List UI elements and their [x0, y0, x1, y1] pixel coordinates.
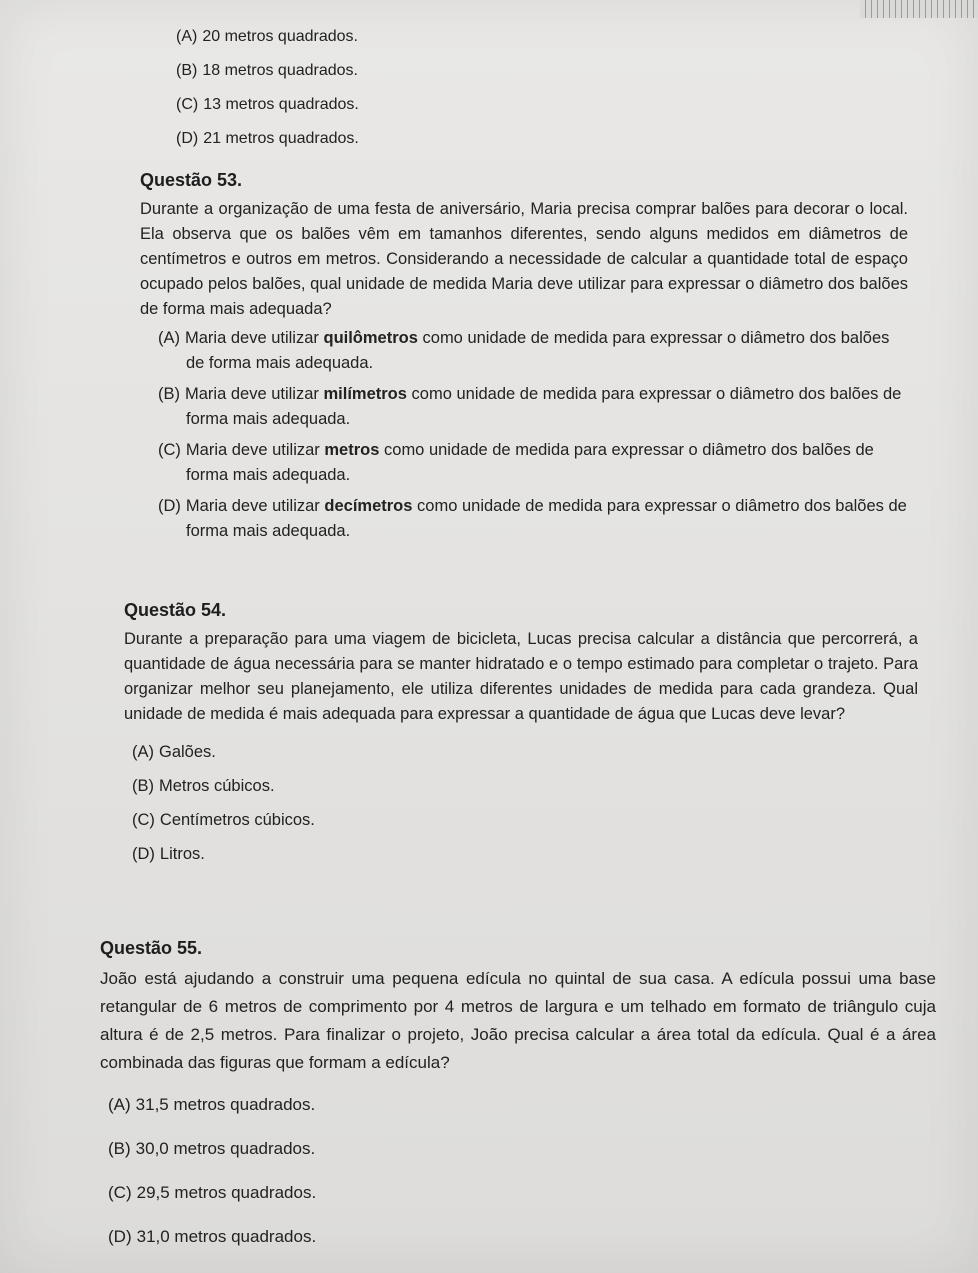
option-b: [108, 1127, 936, 1171]
question-title: Questão 55.: [100, 938, 203, 958]
option-letter: (D): [158, 497, 181, 515]
option-letter: (D): [132, 845, 155, 863]
option-a: [176, 20, 476, 54]
option-text: Metros cúbicos.: [159, 777, 275, 795]
option-letter: (B): [108, 1139, 131, 1158]
option-c: [108, 1171, 936, 1215]
question-stem: Durante a organização de uma festa de aniversário, Maria precisa comprar balões para decorar o local. Ela observa que os balões vêm em tamanhos diferentes, sendo alguns medidos em diâmetros de centímetros e outros em metros. Considerando a necessidade de calcular a quantidade total de espaço ocupado pelos balões, qual unidade de medida Maria deve utilizar para expressar o diâmetro dos balões de forma mais adequada?: [140, 200, 908, 318]
option-text: 20 metros quadrados.: [202, 28, 358, 45]
option-letter: (C): [108, 1183, 132, 1202]
option-text: 31,0 metros quadrados.: [136, 1227, 317, 1246]
option-list: [124, 735, 918, 871]
option-text-after: como unidade de medida para expressar o diâmetro dos balões de forma mais adequada.: [186, 329, 890, 372]
question-54: [124, 600, 918, 871]
option-text: 13 metros quadrados.: [203, 96, 359, 113]
option-letter: (D): [108, 1227, 132, 1246]
option-letter: (B): [132, 777, 154, 795]
option-unit: metros: [324, 441, 380, 459]
option-letter: (B): [158, 385, 180, 403]
option-text: 21 metros quadrados.: [203, 130, 359, 147]
option-unit: milímetros: [323, 385, 407, 403]
option-d: [108, 1215, 936, 1259]
option-letter: (A): [108, 1095, 131, 1114]
option-b: [158, 382, 908, 432]
option-letter: (C): [132, 811, 155, 829]
option-text-after: como unidade de medida para expressar o diâmetro dos balões de forma mais adequada.: [186, 497, 907, 540]
option-a: [158, 326, 908, 376]
option-b: [176, 54, 476, 88]
option-letter: (A): [132, 743, 154, 761]
option-letter: (B): [176, 62, 198, 79]
option-text-after: como unidade de medida para expressar o diâmetro dos balões de forma mais adequada.: [186, 441, 874, 484]
option-text-before: Maria deve utilizar: [185, 441, 320, 459]
option-letter: (D): [176, 130, 199, 147]
option-c: [176, 88, 476, 122]
option-text: Centímetros cúbicos.: [159, 811, 315, 829]
option-text: 29,5 metros quadrados.: [136, 1183, 317, 1202]
option-a: [108, 1083, 936, 1127]
option-text-after: como unidade de medida para expressar o diâmetro dos balões de forma mais adequada.: [186, 385, 902, 428]
option-text: 30,0 metros quadrados.: [135, 1139, 316, 1158]
previous-question-options: [176, 20, 476, 156]
option-b: [132, 769, 918, 803]
ruler-edge: [860, 0, 978, 18]
option-text: Galões.: [159, 743, 216, 761]
question-53: [140, 170, 908, 544]
option-letter: (A): [176, 28, 198, 45]
option-list: [140, 326, 908, 544]
option-letter: (C): [158, 441, 181, 459]
question-stem: João está ajudando a construir uma pequena edícula no quintal de sua casa. A edícula possui uma base retangular de 6 metros de comprimento por 4 metros de largura e um telhado em formato de triângulo cuja altura é de 2,5 metros. Para finalizar o projeto, João precisa calcular a área total da edícula. Qual é a área combinada das figuras que formam a edícula?: [100, 969, 936, 1072]
option-list: [100, 1083, 936, 1259]
question-title: Questão 54.: [124, 600, 227, 620]
question-title: Questão 53.: [140, 170, 243, 190]
option-text-before: Maria deve utilizar: [185, 385, 319, 403]
question-55: [100, 938, 936, 1259]
option-text: Litros.: [159, 845, 205, 863]
option-a: [132, 735, 918, 769]
option-text: 31,5 metros quadrados.: [135, 1095, 316, 1114]
question-stem: Durante a preparação para uma viagem de bicicleta, Lucas precisa calcular a distância que percorrerá, a quantidade de água necessária para se manter hidratado e o tempo estimado para completar o trajeto. Para organizar melhor seu planejamento, ele utiliza diferentes unidades de medida para cada grandeza. Qual unidade de medida é mais adequada para expressar a quantidade de água que Lucas deve levar?: [124, 630, 918, 723]
option-letter: (C): [176, 96, 199, 113]
option-d: [132, 837, 918, 871]
option-text-before: Maria deve utilizar: [185, 329, 319, 347]
option-letter: (A): [158, 329, 180, 347]
option-d: [176, 122, 476, 156]
option-unit: quilômetros: [323, 329, 418, 347]
option-text: 18 metros quadrados.: [202, 62, 358, 79]
option-unit: decímetros: [324, 497, 413, 515]
option-c: [158, 438, 908, 488]
option-text-before: Maria deve utilizar: [185, 497, 320, 515]
option-c: [132, 803, 918, 837]
option-d: [158, 494, 908, 544]
